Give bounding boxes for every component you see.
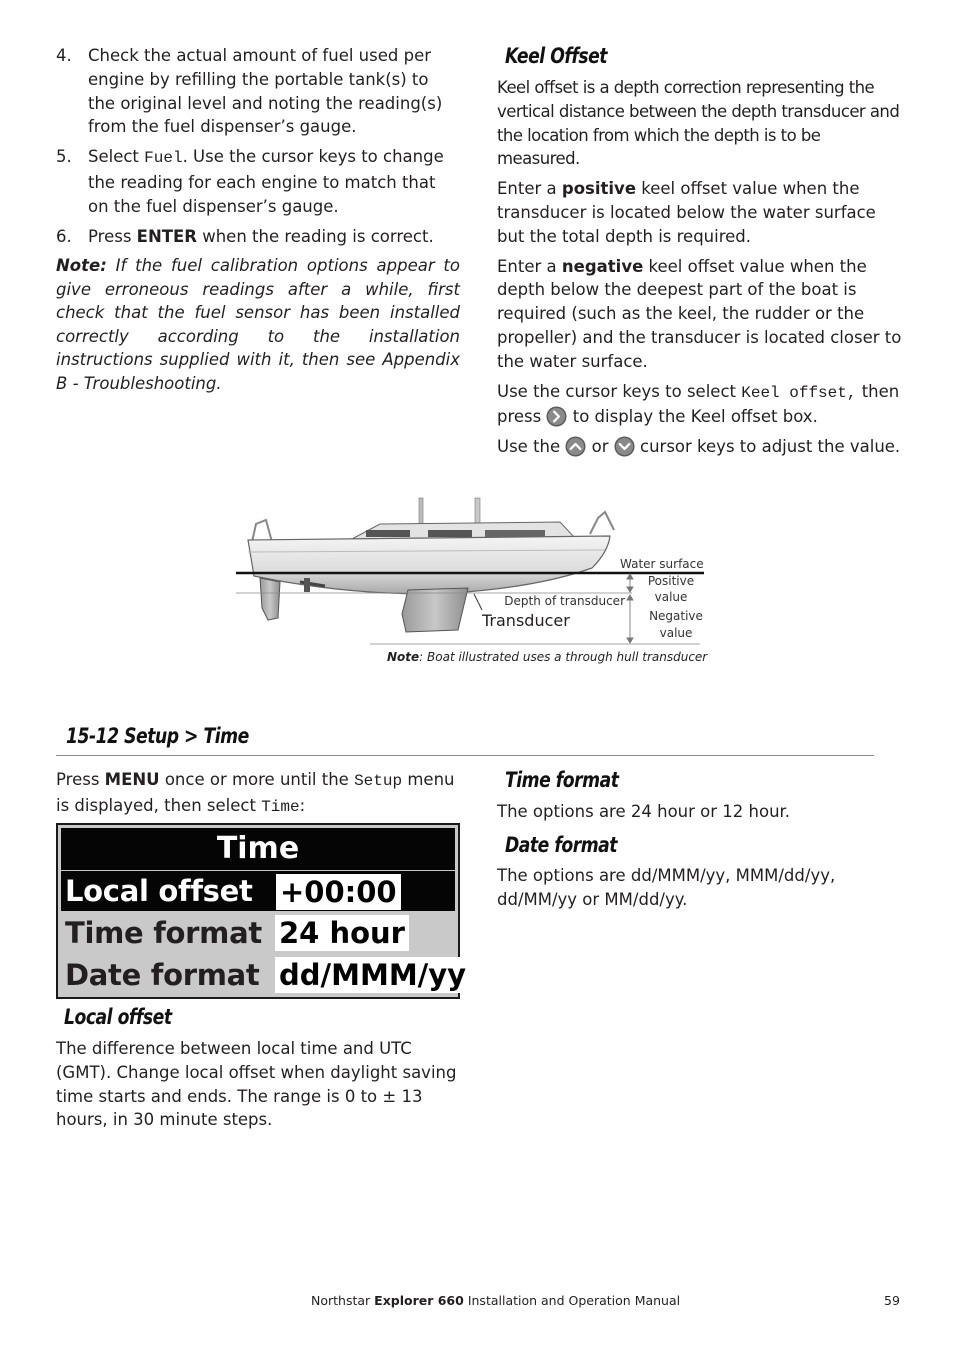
paragraph-text: Use the cursor keys to select [497, 381, 742, 401]
step-number: 4. [56, 46, 72, 65]
local-offset-text: The difference between local time and UTC (GMT). Change local offset when daylight saving time starts and ends. The range is 0 to ± 13 hours, in 30 minute steps. [56, 1039, 457, 1130]
caption-note-label: Note [387, 650, 420, 664]
code-text: Time [261, 797, 300, 816]
transducer-pointer [474, 594, 482, 610]
paragraph-text: keel offset value when the depth below the deepest part of the boat is required (such as the keel, the rudder or the propeller) and the transducer is located closer to the water surface. [497, 256, 902, 371]
negative-value-label: value [659, 626, 693, 640]
step-number: 6. [56, 226, 72, 246]
paragraph-text: Enter a [497, 179, 562, 199]
note-text: If the fuel calibration options appear to give erroneous readings after a while, first check that the fuel sensor has been installed correctly according to the installation instructions supplied with it, then see Appendix B - Troubleshooting. [56, 256, 460, 393]
paragraph-text: once or more until the [159, 770, 355, 789]
date-format-text: The options are dd/MMM/yy, MMM/dd/yy, dd/MM/yy or MM/dd/yy. [497, 866, 836, 909]
depth-of-transducer-label: Depth of transducer [504, 594, 625, 608]
steps-list-container [56, 44, 460, 395]
screen-row-label: Time format [65, 916, 262, 950]
negative-paragraph [497, 255, 907, 374]
list-item [56, 145, 460, 218]
positive-value-label: value [654, 590, 688, 604]
code-text: Fuel [144, 149, 183, 168]
positive-paragraph [497, 177, 907, 248]
bold-key-text: ENTER [136, 226, 197, 246]
right-arrow-key-icon [546, 406, 567, 427]
code-text: Setup [354, 772, 403, 790]
keel-offset-intro: Keel offset is a depth correction representing the vertical distance between the depth transducer and the location from which the depth is to be measured. [497, 78, 900, 169]
screen-title: Time [61, 828, 455, 870]
screen-row-value: dd/MMM/yy [275, 957, 470, 993]
paragraph-text: : [299, 795, 306, 815]
down-arrow-key-icon [614, 436, 635, 457]
paragraph-text: menu is displayed, then select [56, 770, 455, 815]
screen-row-local-offset [61, 871, 455, 911]
paragraph-text: then press [497, 381, 900, 427]
screen-row-time-format [61, 913, 455, 953]
footer-text: Northstar [311, 1293, 375, 1308]
step-text: Check the actual amount of fuel used per engine by refilling the portable tank(s) to the original level and noting the reading(s) from the fuel dispenser’s gauge. [88, 46, 443, 137]
keel-offset-heading: Keel Offset [505, 44, 608, 68]
bold-key-text: MENU [104, 770, 160, 789]
section-rule [56, 755, 874, 756]
paragraph-text: to display the Keel offset box. [567, 407, 818, 427]
screen-row-date-format [61, 955, 467, 995]
fuel-note [56, 254, 460, 395]
screen-row-label: Date format [65, 958, 260, 992]
note-label: Note: [56, 256, 107, 276]
step-text: when the reading is correct. [196, 226, 434, 246]
negative-value-label: Negative [649, 609, 703, 623]
paragraph-text: cursor keys to adjust the value. [634, 437, 901, 457]
paragraph-text: Enter a [497, 256, 562, 276]
page-number: 59 [884, 1293, 900, 1308]
bold-text: negative [561, 256, 644, 276]
paragraph-text: or [586, 437, 614, 457]
step-number: 5. [56, 147, 72, 167]
paragraph-text: keel offset value when the transducer is located below the water surface but the total depth is required. [497, 179, 876, 246]
screen-row-value: 24 hour [275, 915, 409, 951]
page-footer [311, 1293, 680, 1308]
time-format-heading: Time format [505, 768, 619, 792]
date-format-heading: Date format [505, 833, 618, 857]
local-offset-heading: Local offset [64, 1005, 172, 1029]
positive-value-label: Positive [647, 574, 695, 588]
section-heading: 15-12 Setup > Time [66, 724, 249, 748]
step-text: Select [88, 147, 145, 167]
select-keel-paragraph [497, 380, 907, 430]
keel-offset-body [497, 76, 907, 465]
time-menu-screenshot [56, 823, 467, 999]
section-intro [56, 768, 466, 820]
adjust-paragraph [497, 435, 907, 459]
screen-row-value: +00:00 [275, 873, 402, 911]
bold-text: positive [561, 179, 637, 199]
footer-text: Installation and Operation Manual [463, 1293, 681, 1308]
diagram-caption [387, 650, 707, 664]
caption-text: : Boat illustrated uses a through hull transducer [419, 650, 708, 664]
footer-product-name: Explorer 660 [374, 1293, 464, 1308]
dimension-arrows [627, 574, 633, 643]
water-surface-label: Water surface [620, 557, 704, 571]
up-arrow-key-icon [565, 436, 586, 457]
paragraph-text: Use the [497, 437, 566, 457]
transducer-label: Transducer [482, 611, 570, 630]
steps-list [56, 44, 460, 248]
list-item [56, 225, 460, 249]
keel-offset-diagram [230, 490, 720, 675]
list-item [56, 44, 460, 139]
step-text: . Use the cursor keys to change the reading for each engine to match that on the fuel dispenser’s gauge. [88, 147, 444, 216]
step-text: Press [88, 226, 137, 246]
screen-row-label: Local offset [65, 874, 253, 908]
time-format-text: The options are 24 hour or 12 hour. [497, 802, 791, 821]
paragraph-text: Press [56, 770, 105, 789]
code-text: Keel offset, [741, 383, 857, 402]
